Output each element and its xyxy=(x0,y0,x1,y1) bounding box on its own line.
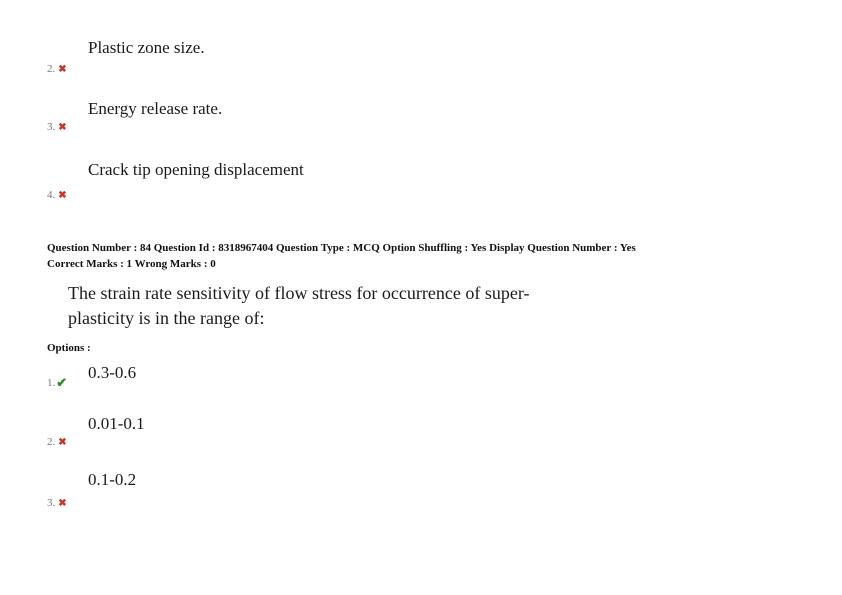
cross-icon: ✖ xyxy=(58,63,67,75)
option-number: 4. xyxy=(47,189,56,201)
question-text xyxy=(68,281,588,331)
option-number: 2. xyxy=(47,63,56,75)
options-label: Options : xyxy=(47,342,91,354)
option-number: 3. xyxy=(47,497,56,509)
question-meta: Question Number : 84 Question Id : 8318967404 Question Type : MCQ Option Shuffling : Yes Display Question Number : Yes xyxy=(47,242,636,254)
prev-option-text: Crack tip opening displacement xyxy=(88,160,304,179)
marks-meta: Correct Marks : 1 Wrong Marks : 0 xyxy=(47,258,216,270)
option-number: 2. xyxy=(47,436,56,448)
option-text: 0.1-0.2 xyxy=(88,470,137,489)
cross-icon: ✖ xyxy=(58,497,67,509)
question-text-line: plasticity is in the range of: xyxy=(68,308,265,328)
option-text: 0.01-0.1 xyxy=(88,414,145,433)
prev-option-marker xyxy=(47,189,67,201)
cross-icon: ✖ xyxy=(58,436,67,448)
option-number: 1. xyxy=(47,377,56,389)
cross-icon: ✖ xyxy=(58,189,67,201)
check-icon: ✔ xyxy=(56,375,68,390)
prev-option-marker xyxy=(47,121,67,133)
option-marker xyxy=(47,375,67,391)
option-marker xyxy=(47,436,67,448)
option-number: 3. xyxy=(47,121,56,133)
prev-option-text: Energy release rate. xyxy=(88,99,223,118)
cross-icon: ✖ xyxy=(58,121,67,133)
prev-option-text: Plastic zone size. xyxy=(88,38,205,57)
option-text: 0.3-0.6 xyxy=(88,363,137,382)
prev-option-marker xyxy=(47,63,67,75)
option-marker xyxy=(47,497,67,509)
question-text-line: The strain rate sensitivity of flow stress for occurrence of super- xyxy=(68,283,530,303)
